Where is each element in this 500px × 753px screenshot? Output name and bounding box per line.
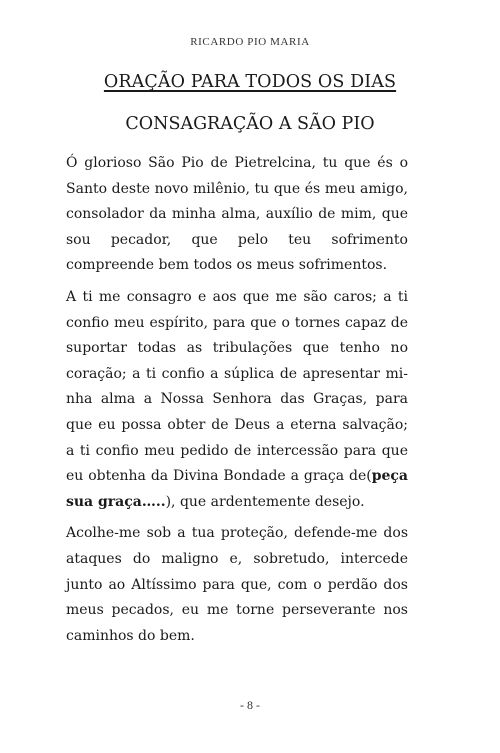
prayer-subtitle: CONSAGRAÇÃO A SÃO PIO bbox=[125, 114, 375, 134]
paragraph-2-bold-placeholder: peça sua graça….. bbox=[66, 468, 408, 510]
paragraph-2 bbox=[66, 285, 408, 515]
page-number: - 8 - bbox=[240, 698, 260, 712]
prayer-body bbox=[66, 151, 408, 655]
running-header: RICARDO PIO MARIA bbox=[190, 36, 310, 48]
paragraph-2-text-start: A ti me consagro e aos que me são caros; a ti confio meu espírito, para que o tornes capaz de suportar todas as tribulações que tenho no coração; a ti confio a súplica de apresentar minha alma a Nossa Senhora das Graças, para que eu possa obter de Deus a eterna salvação; a ti confio meu pedido de intercessão para que eu obtenha da Divina Bondade a graça de( bbox=[66, 288, 408, 485]
paragraph-1: Ó glorioso São Pio de Pietrelcina, tu que és o Santo deste novo milênio, tu que és meu amigo, consolador da minha alma, auxílio de mim, que sou pecador, que pelo teu sofrimento compreende bem todos os meus sofrimentos. bbox=[66, 155, 408, 274]
paragraph-3: Acolhe-me sob a tua proteção, defende-me dos ataques do maligno e, sobretudo, intercede junto ao Altíssimo para que, com o perdão dos meus pecados, eu me torne perseverante nos caminhos do bem. bbox=[66, 525, 408, 644]
paragraph-2-text-end: ), que ardentemente desejo. bbox=[165, 493, 365, 510]
prayer-title: ORAÇÃO PARA TODOS OS DIAS bbox=[103, 72, 397, 92]
